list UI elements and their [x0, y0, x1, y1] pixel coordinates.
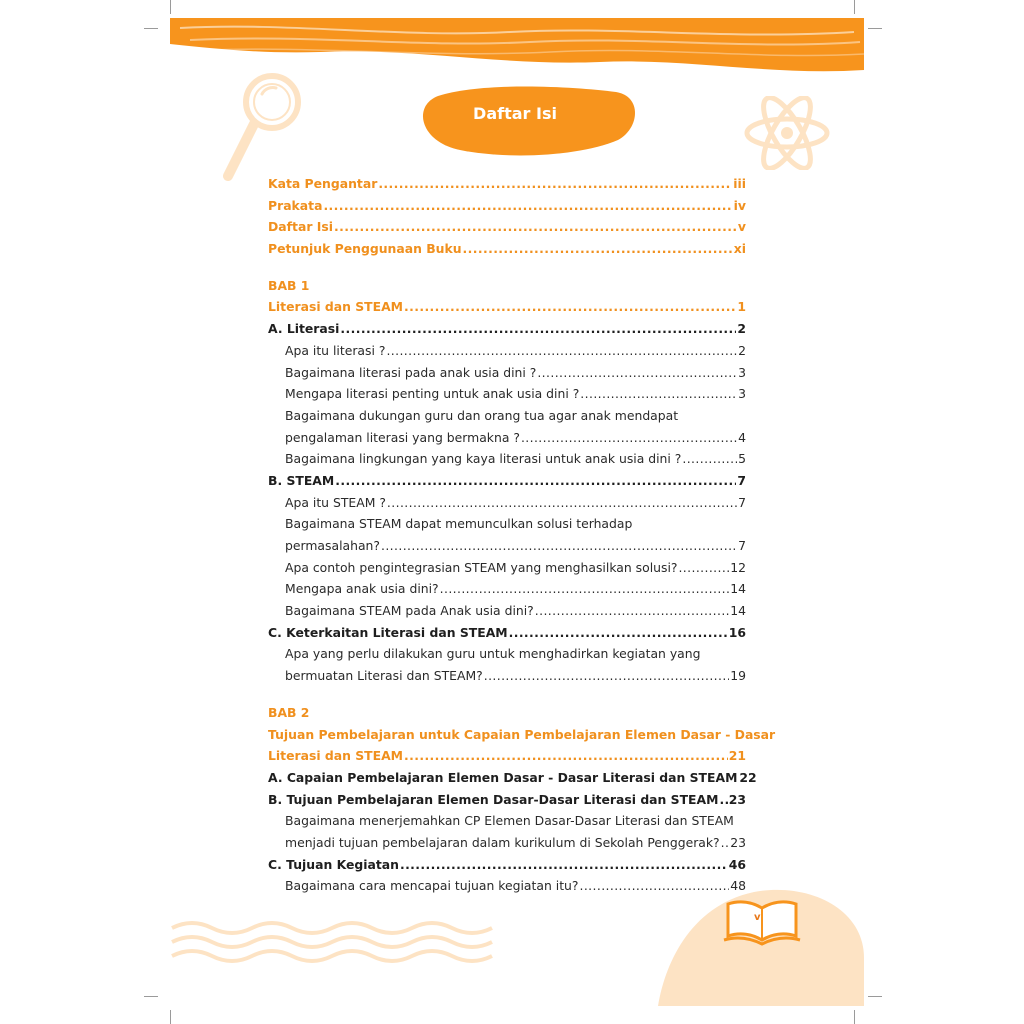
toc-leader-dots	[509, 622, 728, 644]
toc-entry[interactable]	[268, 216, 746, 238]
toc-entry[interactable]	[268, 665, 746, 687]
toc-leader-dots	[484, 665, 729, 687]
toc-entry[interactable]	[268, 535, 746, 557]
toc-leader-dots	[721, 832, 730, 854]
toc-entry-label: Literasi dan STEAM	[268, 299, 404, 315]
magnifier-icon	[218, 68, 308, 188]
toc-entry-label: Kata Pengantar	[268, 176, 378, 191]
toc-entry-page: 5	[738, 451, 746, 467]
toc-entry[interactable]	[268, 810, 746, 832]
toc-entry-label: Daftar Isi	[268, 219, 333, 235]
toc-entry-label: BAB 1	[268, 277, 310, 293]
toc-leader-dots	[682, 448, 737, 470]
toc-leader-dots	[334, 216, 737, 238]
toc-entry-page: 21	[728, 748, 746, 764]
toc-entry[interactable]	[268, 405, 746, 427]
toc-entry-label: A. Literasi	[268, 321, 340, 337]
toc-entry-label: permasalahan?	[285, 538, 380, 553]
toc-entry-label: Apa itu literasi ?	[285, 342, 386, 358]
open-book-icon	[722, 896, 802, 948]
toc-leader-dots	[535, 600, 729, 622]
toc-entry[interactable]	[268, 383, 746, 405]
toc-entry-label: Mengapa anak usia dini?	[285, 581, 439, 597]
toc-entry[interactable]	[268, 470, 746, 492]
table-of-contents	[268, 173, 776, 897]
crop-mark	[854, 0, 855, 14]
toc-entry-label: Bagaimana cara mencapai tujuan kegiatan itu?	[285, 878, 579, 894]
toc-entry[interactable]	[268, 832, 746, 854]
toc-entry[interactable]	[268, 296, 746, 318]
toc-entry[interactable]	[268, 448, 746, 470]
toc-entry-label: Apa itu STEAM ?	[285, 494, 386, 510]
toc-entry-label: Apa yang perlu dilakukan guru untuk menghadirkan kegiatan yang	[285, 646, 701, 662]
toc-leader-dots	[323, 195, 732, 217]
toc-entry-page: 14	[730, 581, 746, 597]
toc-leader-dots	[580, 383, 737, 405]
toc-leader-dots	[537, 362, 737, 384]
toc-entry-page: 3	[738, 364, 746, 380]
toc-entry[interactable]	[268, 643, 746, 665]
toc-entry-page: 12	[730, 559, 746, 575]
toc-entry[interactable]	[268, 275, 746, 297]
toc-entry[interactable]	[268, 238, 746, 260]
toc-entry-page: 2	[737, 321, 746, 337]
toc-entry[interactable]	[268, 318, 746, 340]
toc-leader-dots	[719, 789, 727, 811]
toc-entry[interactable]	[268, 557, 746, 579]
crop-mark	[868, 996, 882, 997]
toc-leader-dots	[386, 340, 737, 362]
toc-entry-label: Bagaimana lingkungan yang kaya literasi untuk anak usia dini ?	[285, 451, 682, 467]
toc-entry[interactable]	[268, 767, 757, 789]
toc-entry-label: Tujuan Pembelajaran untuk Capaian Pembelajaran Elemen Dasar - Dasar	[268, 726, 776, 742]
crop-mark	[868, 28, 882, 29]
crop-mark	[144, 996, 158, 997]
toc-entry-page: xi	[733, 241, 746, 257]
toc-entry-label: Bagaimana literasi pada anak usia dini ?	[285, 364, 537, 380]
toc-entry[interactable]	[268, 600, 746, 622]
toc-entry[interactable]	[268, 362, 746, 384]
toc-entry-page: 1	[737, 299, 746, 315]
toc-leader-dots	[463, 238, 733, 260]
toc-entry-label: bermuatan Literasi dan STEAM?	[285, 668, 483, 684]
toc-entry[interactable]	[268, 789, 746, 811]
toc-entry-page: 4	[738, 429, 746, 445]
toc-entry[interactable]	[268, 427, 746, 449]
crop-mark	[854, 1010, 855, 1024]
toc-entry-label: B. Tujuan Pembelajaran Elemen Dasar-Dasar Literasi dan STEAM	[268, 791, 719, 807]
toc-entry-page: v	[737, 219, 746, 235]
toc-entry[interactable]	[268, 724, 776, 746]
toc-leader-dots	[404, 745, 728, 767]
toc-entry-label: C. Tujuan Kegiatan	[268, 856, 399, 872]
crop-mark	[170, 0, 171, 14]
toc-entry-page: 19	[730, 668, 746, 684]
toc-entry[interactable]	[268, 578, 746, 600]
toc-leader-dots	[678, 557, 729, 579]
toc-entry-label: Mengapa literasi penting untuk anak usia dini ?	[285, 386, 580, 402]
toc-entry[interactable]	[268, 340, 746, 362]
toc-gap	[268, 687, 746, 702]
toc-entry-label: Apa contoh pengintegrasian STEAM yang menghasilkan solusi?	[285, 559, 678, 575]
toc-entry-page: 23	[730, 834, 746, 850]
toc-entry-label: A. Capaian Pembelajaran Elemen Dasar - Dasar Literasi dan STEAM	[268, 769, 738, 785]
toc-leader-dots	[404, 296, 736, 318]
toc-entry[interactable]	[268, 513, 746, 535]
toc-entry[interactable]	[268, 854, 746, 876]
toc-entry-page: 46	[728, 856, 746, 872]
toc-entry-label: Petunjuk Penggunaan Buku	[268, 241, 462, 257]
toc-entry-page: 7	[738, 494, 746, 510]
toc-entry-page: 7	[737, 472, 746, 488]
toc-entry-page: 16	[728, 624, 746, 640]
toc-entry-label: menjadi tujuan pembelajaran dalam kurikulum di Sekolah Penggerak?	[285, 834, 720, 850]
toc-leader-dots	[335, 470, 736, 492]
toc-entry-page: 23	[728, 791, 746, 807]
toc-entry-page: 14	[730, 603, 746, 619]
crop-mark	[170, 1010, 171, 1024]
toc-entry[interactable]	[268, 173, 746, 195]
page-number: v	[754, 912, 761, 923]
wave-decoration	[170, 918, 505, 964]
toc-entry-label: Bagaimana dukungan guru dan orang tua agar anak mendapat	[285, 407, 679, 423]
toc-entry[interactable]	[268, 195, 746, 217]
toc-entry-label: Literasi dan STEAM	[268, 748, 404, 764]
toc-gap	[268, 260, 746, 275]
toc-entry[interactable]	[268, 702, 746, 724]
toc-leader-dots	[378, 173, 732, 195]
toc-leader-dots	[381, 535, 737, 557]
toc-entry[interactable]	[268, 745, 746, 767]
toc-entry-page: 3	[738, 386, 746, 402]
page-title: Daftar Isi	[473, 104, 557, 123]
toc-entry-label: pengalaman literasi yang bermakna ?	[285, 429, 520, 445]
toc-entry[interactable]	[268, 492, 746, 514]
toc-entry-page: 22	[739, 769, 757, 785]
toc-entry-page: 48	[730, 878, 746, 894]
crop-mark	[144, 28, 158, 29]
toc-leader-dots	[340, 318, 736, 340]
toc-leader-dots	[400, 854, 728, 876]
toc-entry-page: iii	[733, 176, 746, 191]
toc-entry-label: Bagaimana menerjemahkan CP Elemen Dasar-Dasar Literasi dan STEAM	[285, 813, 734, 829]
toc-entry-label: C. Keterkaitan Literasi dan STEAM	[268, 624, 508, 640]
atom-icon	[742, 96, 832, 170]
toc-entry-page: 7	[738, 538, 746, 553]
toc-entry-label: Bagaimana STEAM pada Anak usia dini?	[285, 603, 534, 619]
toc-entry-label: Prakata	[268, 197, 323, 213]
toc-leader-dots	[387, 492, 737, 514]
toc-entry[interactable]	[268, 622, 746, 644]
toc-leader-dots	[521, 427, 737, 449]
toc-entry-page: iv	[733, 197, 746, 213]
toc-leader-dots	[440, 578, 730, 600]
toc-entry-label: B. STEAM	[268, 472, 335, 488]
toc-entry-label: BAB 2	[268, 704, 310, 720]
toc-entry-label: Bagaimana STEAM dapat memunculkan solusi terhadap	[285, 516, 633, 532]
toc-entry-page: 2	[738, 342, 746, 358]
